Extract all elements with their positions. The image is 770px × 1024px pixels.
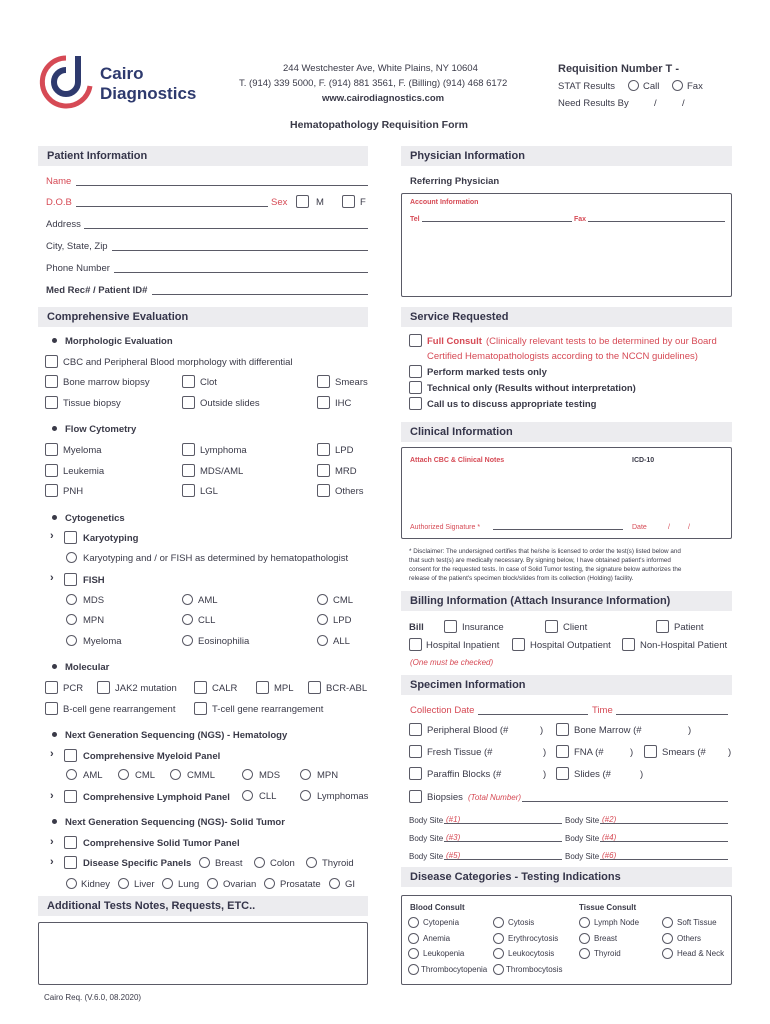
bullet-icon xyxy=(52,426,57,431)
fish-all-radio[interactable] xyxy=(317,635,328,646)
close-paren: ) xyxy=(630,747,634,758)
chevron-right-icon: › xyxy=(50,748,54,760)
tcell-checkbox[interactable] xyxy=(194,702,207,715)
body-site-2-field[interactable] xyxy=(600,814,728,824)
bm-biopsy-label: Bone marrow biopsy xyxy=(63,377,150,388)
pnh-checkbox[interactable] xyxy=(45,484,58,497)
full-consult-desc1: (Clinically relevant tests to be determined by our Board xyxy=(486,336,717,347)
technical-label: Technical only (Results without interpretation) xyxy=(427,383,636,394)
inpatient-checkbox[interactable] xyxy=(409,638,422,651)
fna-checkbox[interactable] xyxy=(556,745,569,758)
pcr-label: PCR xyxy=(63,683,84,694)
kidney-radio[interactable] xyxy=(66,878,77,889)
collection-date-field[interactable] xyxy=(478,705,588,715)
ovarian-label: Ovarian xyxy=(223,879,257,890)
karyotyping-checkbox[interactable] xyxy=(64,531,77,544)
morphologic-label: Morphologic Evaluation xyxy=(65,336,173,347)
icd10-label: ICD-10 xyxy=(632,457,655,464)
leukocytosis-radio[interactable] xyxy=(493,948,504,959)
lgl-checkbox[interactable] xyxy=(182,484,195,497)
prostate-radio[interactable] xyxy=(264,878,275,889)
smears-label: Smears xyxy=(335,377,368,388)
thyroid-label: Thyroid xyxy=(322,858,354,869)
h-mds-radio[interactable] xyxy=(242,769,253,780)
slides-checkbox[interactable] xyxy=(556,767,569,780)
biopsies-label: Biopsies xyxy=(427,792,463,803)
close-paren: ) xyxy=(728,747,732,758)
mpl-checkbox[interactable] xyxy=(256,681,269,694)
chevron-right-icon: › xyxy=(50,572,54,584)
stat-call-label: Call xyxy=(643,81,660,92)
medrec-label: Med Rec# / Patient ID# xyxy=(46,285,148,296)
h-cmml-label: CMML xyxy=(187,770,215,781)
medrec-field[interactable] xyxy=(152,285,368,295)
address: 244 Westchester Ave, White Plains, NY 10604 xyxy=(283,63,478,74)
fish-all-label: ALL xyxy=(333,636,350,647)
insurance-label: Insurance xyxy=(462,622,504,633)
outpatient-label: Hospital Outpatient xyxy=(530,640,611,651)
thyroid-radio[interactable] xyxy=(306,857,317,868)
body-site-4-field[interactable] xyxy=(600,832,728,842)
fresh-tissue-label: Fresh Tissue (# xyxy=(427,747,493,758)
blood-consult-label: Blood Consult xyxy=(410,903,465,912)
fish-myeloma-radio[interactable] xyxy=(66,635,77,646)
date-slash: / xyxy=(682,98,685,109)
client-label: Client xyxy=(563,622,588,633)
disclaimer-line: release of the patient's specimen block/slides from its collection (Holding) facility. xyxy=(409,575,634,582)
close-paren: ) xyxy=(640,769,644,780)
fish-eosin-label: Eosinophilia xyxy=(198,636,250,647)
account-info-box[interactable] xyxy=(401,193,732,297)
body-site-num: (#5) xyxy=(446,851,461,860)
footer-version: Cairo Req. (V.6.0, 08.2020) xyxy=(44,993,142,1002)
fish-label: FISH xyxy=(83,575,105,586)
fish-cll-label: CLL xyxy=(198,615,216,626)
h-lymphomas-radio[interactable] xyxy=(300,790,311,801)
tissue-consult-label: Tissue Consult xyxy=(579,903,637,912)
sex-f-label: F xyxy=(360,197,366,208)
close-paren: ) xyxy=(540,725,544,736)
jak2-label: JAK2 mutation xyxy=(115,683,177,694)
leukopenia-radio[interactable] xyxy=(408,948,419,959)
lymph-node-radio[interactable] xyxy=(579,917,590,928)
cytosis-label: Cytosis xyxy=(508,918,535,927)
solid-tumor-panel-checkbox[interactable] xyxy=(64,836,77,849)
phones: T. (914) 339 5000, F. (914) 881 3561, F. (Billing) (914) 468 6172 xyxy=(239,78,508,89)
body-site-num: (#4) xyxy=(602,833,617,842)
body-site-num: (#6) xyxy=(602,851,617,860)
disclaimer-line: that such test(s) are medically necessary. By signing below, I have obtained patient's informed xyxy=(409,557,671,564)
technical-checkbox[interactable] xyxy=(409,381,422,394)
city-field[interactable] xyxy=(112,241,368,251)
need-results-label: Need Results By xyxy=(558,98,629,109)
thrombocytosis-label: Thrombocytosis xyxy=(506,965,563,974)
outpatient-checkbox[interactable] xyxy=(512,638,525,651)
body-site-label: Body Site xyxy=(409,816,444,825)
patient-info-header: Patient Information xyxy=(38,146,368,166)
anemia-label: Anemia xyxy=(423,934,451,943)
peripheral-blood-label: Peripheral Blood (# xyxy=(427,725,509,736)
cytogenetics-label: Cytogenetics xyxy=(65,513,125,524)
leukemia-checkbox[interactable] xyxy=(45,464,58,477)
smears-spec-checkbox[interactable] xyxy=(644,745,657,758)
prostate-label: Prosatate xyxy=(280,879,321,890)
phone-field[interactable] xyxy=(114,263,368,273)
date-slash: / xyxy=(654,98,657,109)
breast-tissue-label: Breast xyxy=(594,934,618,943)
ovarian-radio[interactable] xyxy=(207,878,218,889)
tel-label: Tel xyxy=(410,216,420,223)
erythrocytosis-label: Erythrocytosis xyxy=(508,934,559,943)
jak2-checkbox[interactable] xyxy=(97,681,110,694)
body-site-label: Body Site xyxy=(409,852,444,861)
auth-signature-label: Authorized Signature * xyxy=(410,524,481,531)
lpd-checkbox[interactable] xyxy=(317,443,330,456)
myeloid-panel-checkbox[interactable] xyxy=(64,749,77,762)
nonhospital-label: Non-Hospital Patient xyxy=(640,640,728,651)
bcr-abl-checkbox[interactable] xyxy=(308,681,321,694)
full-consult-desc2: Certified Hematopathologists according to the NCCN guidelines) xyxy=(427,351,698,362)
pnh-label: PNH xyxy=(63,486,84,497)
h-lymphomas-label: Lymphomas xyxy=(317,791,369,802)
mrd-label: MRD xyxy=(335,466,357,477)
account-info-label: Account Information xyxy=(410,199,479,206)
stat-fax-radio[interactable] xyxy=(672,80,683,91)
erythrocytosis-radio[interactable] xyxy=(493,933,504,944)
h-mpn-label: MPN xyxy=(317,770,339,781)
fish-cml-radio[interactable] xyxy=(317,594,328,605)
stat-results-label: STAT Results xyxy=(558,81,616,92)
billing-header: Billing Information (Attach Insurance Information) xyxy=(401,591,732,611)
disclaimer-line: * Disclaimer: The undersigned certifies that he/she is licensed to order the test(s) listed below and xyxy=(409,548,681,555)
fish-mpn-radio[interactable] xyxy=(66,614,77,625)
peripheral-blood-checkbox[interactable] xyxy=(409,723,422,736)
body-site-6-field[interactable] xyxy=(600,850,728,860)
body-site-5-field[interactable] xyxy=(444,850,562,860)
sex-m-checkbox[interactable] xyxy=(296,195,309,208)
h-aml-label: AML xyxy=(83,770,103,781)
breast-radio[interactable] xyxy=(199,857,210,868)
bcell-label: B-cell gene rearrangement xyxy=(63,704,176,715)
anemia-radio[interactable] xyxy=(408,933,419,944)
address-field[interactable] xyxy=(84,219,368,229)
body-site-label: Body Site xyxy=(565,816,600,825)
insurance-checkbox[interactable] xyxy=(444,620,457,633)
head-neck-label: Head & Neck xyxy=(677,949,725,958)
patient-checkbox[interactable] xyxy=(656,620,669,633)
flow-label: Flow Cytometry xyxy=(65,424,137,435)
bullet-icon xyxy=(52,664,57,669)
notes-textarea[interactable] xyxy=(38,922,368,985)
bullet-icon xyxy=(52,732,57,737)
call-us-label: Call us to discuss appropriate testing xyxy=(427,399,597,410)
body-site-1-field[interactable] xyxy=(444,814,562,824)
marked-label: Perform marked tests only xyxy=(427,367,547,378)
outside-slides-checkbox[interactable] xyxy=(182,396,195,409)
leukopenia-label: Leukopenia xyxy=(423,949,465,958)
smears-spec-label: Smears (# xyxy=(662,747,706,758)
mrd-checkbox[interactable] xyxy=(317,464,330,477)
slides-label: Slides (# xyxy=(574,769,611,780)
phone-label: Phone Number xyxy=(46,263,110,274)
brand-line1: Cairo xyxy=(100,64,144,83)
karyo-fish-label: Karyotyping and / or FISH as determined by hematopathologist xyxy=(83,553,349,564)
leukemia-label: Leukemia xyxy=(63,466,105,477)
cytopenia-radio[interactable] xyxy=(408,917,419,928)
time-field[interactable] xyxy=(616,705,728,715)
bcr-abl-label: BCR-ABL xyxy=(326,683,368,694)
call-us-checkbox[interactable] xyxy=(409,397,422,410)
stat-fax-label: Fax xyxy=(687,81,703,92)
referring-physician-label: Referring Physician xyxy=(410,176,500,187)
brand-line2: Diagnostics xyxy=(100,84,197,103)
chevron-right-icon: › xyxy=(50,836,54,848)
tcell-label: T-cell gene rearrangement xyxy=(212,704,324,715)
body-site-label: Body Site xyxy=(409,834,444,843)
myeloid-panel-label: Comprehensive Myeloid Panel xyxy=(83,751,221,762)
website: www.cairodiagnostics.com xyxy=(322,93,445,104)
attach-cbc-label: Attach CBC & Clinical Notes xyxy=(410,457,505,464)
fish-mds-radio[interactable] xyxy=(66,594,77,605)
fish-aml-radio[interactable] xyxy=(182,594,193,605)
cytopenia-label: Cytopenia xyxy=(423,918,460,927)
outside-slides-label: Outside slides xyxy=(200,398,260,409)
mds-aml-label: MDS/AML xyxy=(200,466,244,477)
fax-label: Fax xyxy=(574,216,587,223)
sex-f-checkbox[interactable] xyxy=(342,195,355,208)
body-site-label: Body Site xyxy=(565,852,600,861)
h-cll-label: CLL xyxy=(259,791,277,802)
bullet-icon xyxy=(52,819,57,824)
notes-header: Additional Tests Notes, Requests, ETC.. xyxy=(38,896,368,916)
name-field[interactable] xyxy=(76,176,368,186)
date-slash: / xyxy=(668,524,670,531)
h-cll-radio[interactable] xyxy=(242,790,253,801)
lymphoma-checkbox[interactable] xyxy=(182,443,195,456)
body-site-num: (#2) xyxy=(602,815,617,824)
cairo-logo-icon xyxy=(36,50,96,112)
bullet-icon xyxy=(52,338,57,343)
fresh-tissue-checkbox[interactable] xyxy=(409,745,422,758)
gi-label: GI xyxy=(345,879,356,890)
paraffin-label: Paraffin Blocks (# xyxy=(427,769,502,780)
bill-label: Bill xyxy=(409,622,424,633)
lymphoma-label: Lymphoma xyxy=(200,445,247,456)
bone-marrow-checkbox[interactable] xyxy=(556,723,569,736)
patient-label: Patient xyxy=(674,622,704,633)
lgl-label: LGL xyxy=(200,486,218,497)
fish-checkbox[interactable] xyxy=(64,573,77,586)
h-mds-label: MDS xyxy=(259,770,281,781)
bm-biopsy-checkbox[interactable] xyxy=(45,375,58,388)
nonhospital-checkbox[interactable] xyxy=(622,638,635,651)
fish-aml-label: AML xyxy=(198,595,218,606)
inpatient-label: Hospital Inpatient xyxy=(426,640,500,651)
specimen-header: Specimen Information xyxy=(401,675,732,695)
breast-tissue-radio[interactable] xyxy=(579,933,590,944)
sex-m-label: M xyxy=(316,197,324,208)
karyo-fish-radio[interactable] xyxy=(66,552,77,563)
calr-label: CALR xyxy=(212,683,238,694)
signature-field[interactable] xyxy=(493,522,623,530)
colon-radio[interactable] xyxy=(254,857,265,868)
sex-label: Sex xyxy=(271,197,288,208)
thyroid-tissue-radio[interactable] xyxy=(579,948,590,959)
colon-label: Colon xyxy=(270,858,295,869)
bullet-icon xyxy=(52,515,57,520)
sig-date-label: Date xyxy=(632,524,647,531)
karyotyping-label: Karyotyping xyxy=(83,533,139,544)
body-site-label: Body Site xyxy=(565,834,600,843)
lung-radio[interactable] xyxy=(162,878,173,889)
disease-panels-checkbox[interactable] xyxy=(64,856,77,869)
pcr-checkbox[interactable] xyxy=(45,681,58,694)
client-checkbox[interactable] xyxy=(545,620,558,633)
physician-info-header: Physician Information xyxy=(401,146,732,166)
fish-lpd-radio[interactable] xyxy=(317,614,328,625)
cytosis-radio[interactable] xyxy=(493,917,504,928)
soft-tissue-radio[interactable] xyxy=(662,917,673,928)
fish-myeloma-label: Myeloma xyxy=(83,636,122,647)
h-cml-radio[interactable] xyxy=(118,769,129,780)
mds-aml-checkbox[interactable] xyxy=(182,464,195,477)
fish-cll-radio[interactable] xyxy=(182,614,193,625)
disclaimer-line: consent for the requested tests. In case of Solid Tumor testing, the signature below authorizes the xyxy=(409,566,682,573)
close-paren: ) xyxy=(688,725,692,736)
total-number-label: (Total Number) xyxy=(468,793,522,802)
chevron-right-icon: › xyxy=(50,856,54,868)
lymph-node-label: Lymph Node xyxy=(594,918,640,927)
clinical-header: Clinical Information xyxy=(401,422,732,442)
city-label: City, State, Zip xyxy=(46,241,108,252)
dob-field[interactable] xyxy=(76,197,268,207)
gi-radio[interactable] xyxy=(329,878,340,889)
bcell-checkbox[interactable] xyxy=(45,702,58,715)
cbc-label: CBC and Peripheral Blood morphology with differential xyxy=(63,357,293,368)
thrombocytopenia-radio[interactable] xyxy=(408,964,419,975)
myeloma-checkbox[interactable] xyxy=(45,443,58,456)
tissue-biopsy-checkbox[interactable] xyxy=(45,396,58,409)
leukocytosis-label: Leukocytosis xyxy=(508,949,555,958)
form-title: Hematopathology Requisition Form xyxy=(290,119,468,131)
smears-checkbox[interactable] xyxy=(317,375,330,388)
stat-call-radio[interactable] xyxy=(628,80,639,91)
ngs-hematology-label: Next Generation Sequencing (NGS) - Hematology xyxy=(65,730,288,741)
solid-tumor-panel-label: Comprehensive Solid Tumor Panel xyxy=(83,838,240,849)
ngs-solid-label: Next Generation Sequencing (NGS)- Solid Tumor xyxy=(65,817,285,828)
one-must-note: (One must be checked) xyxy=(410,658,494,667)
others-label: Others xyxy=(335,486,364,497)
h-mpn-radio[interactable] xyxy=(300,769,311,780)
thyroid-tissue-label: Thyroid xyxy=(594,949,621,958)
disease-header: Disease Categories - Testing Indications xyxy=(401,867,732,887)
h-cml-label: CML xyxy=(135,770,156,781)
body-site-num: (#3) xyxy=(446,833,461,842)
full-consult-label: Full Consult xyxy=(427,336,482,347)
h-cmml-radio[interactable] xyxy=(170,769,181,780)
fish-eosin-radio[interactable] xyxy=(182,635,193,646)
fish-mpn-label: MPN xyxy=(83,615,105,626)
myeloma-label: Myeloma xyxy=(63,445,102,456)
head-neck-radio[interactable] xyxy=(662,948,673,959)
fish-cml-label: CML xyxy=(333,595,354,606)
ihc-label: IHC xyxy=(335,398,352,409)
cbc-checkbox[interactable] xyxy=(45,355,58,368)
fish-lpd-label: LPD xyxy=(333,615,352,626)
others-checkbox[interactable] xyxy=(317,484,330,497)
mpl-label: MPL xyxy=(274,683,294,694)
calr-checkbox[interactable] xyxy=(194,681,207,694)
others-tissue-radio[interactable] xyxy=(662,933,673,944)
tel-field[interactable] xyxy=(422,214,572,222)
paraffin-checkbox[interactable] xyxy=(409,767,422,780)
dob-label: D.O.B xyxy=(46,197,72,208)
liver-radio[interactable] xyxy=(118,878,129,889)
marked-checkbox[interactable] xyxy=(409,365,422,378)
body-site-num: (#1) xyxy=(446,815,461,824)
fax-field[interactable] xyxy=(588,214,725,222)
full-consult-checkbox[interactable] xyxy=(409,334,422,347)
clot-checkbox[interactable] xyxy=(182,375,195,388)
thrombocytopenia-label: Thrombocytopenia xyxy=(421,965,488,974)
biopsies-field[interactable] xyxy=(522,792,728,802)
biopsies-checkbox[interactable] xyxy=(409,790,422,803)
collection-date-label: Collection Date xyxy=(410,705,475,716)
comprehensive-eval-header: Comprehensive Evaluation xyxy=(38,307,368,327)
time-label: Time xyxy=(592,705,613,716)
clot-label: Clot xyxy=(200,377,217,388)
fna-label: FNA (# xyxy=(574,747,604,758)
thrombocytosis-radio[interactable] xyxy=(493,964,504,975)
others-tissue-label: Others xyxy=(677,934,702,943)
lymphoid-panel-checkbox[interactable] xyxy=(64,790,77,803)
date-slash: / xyxy=(688,524,690,531)
soft-tissue-label: Soft Tissue xyxy=(677,918,717,927)
requisition-number: Requisition Number T - xyxy=(558,63,679,75)
tissue-biopsy-label: Tissue biopsy xyxy=(63,398,121,409)
name-label: Name xyxy=(46,176,72,187)
lymphoid-panel-label: Comprehensive Lymphoid Panel xyxy=(83,792,230,803)
ihc-checkbox[interactable] xyxy=(317,396,330,409)
liver-label: Liver xyxy=(134,879,155,890)
lung-label: Lung xyxy=(178,879,200,890)
service-header: Service Requested xyxy=(401,307,732,327)
kidney-label: Kidney xyxy=(81,879,111,890)
close-paren: ) xyxy=(543,747,547,758)
breast-label: Breast xyxy=(215,858,243,869)
molecular-label: Molecular xyxy=(65,662,110,673)
disease-panels-label: Disease Specific Panels xyxy=(83,858,192,869)
lpd-label: LPD xyxy=(335,445,354,456)
fish-mds-label: MDS xyxy=(83,595,105,606)
h-aml-radio[interactable] xyxy=(66,769,77,780)
chevron-right-icon: › xyxy=(50,790,54,802)
bone-marrow-label: Bone Marrow (# xyxy=(574,725,642,736)
chevron-right-icon: › xyxy=(50,530,54,542)
body-site-3-field[interactable] xyxy=(444,832,562,842)
close-paren: ) xyxy=(543,769,547,780)
address-label: Address xyxy=(46,219,81,230)
